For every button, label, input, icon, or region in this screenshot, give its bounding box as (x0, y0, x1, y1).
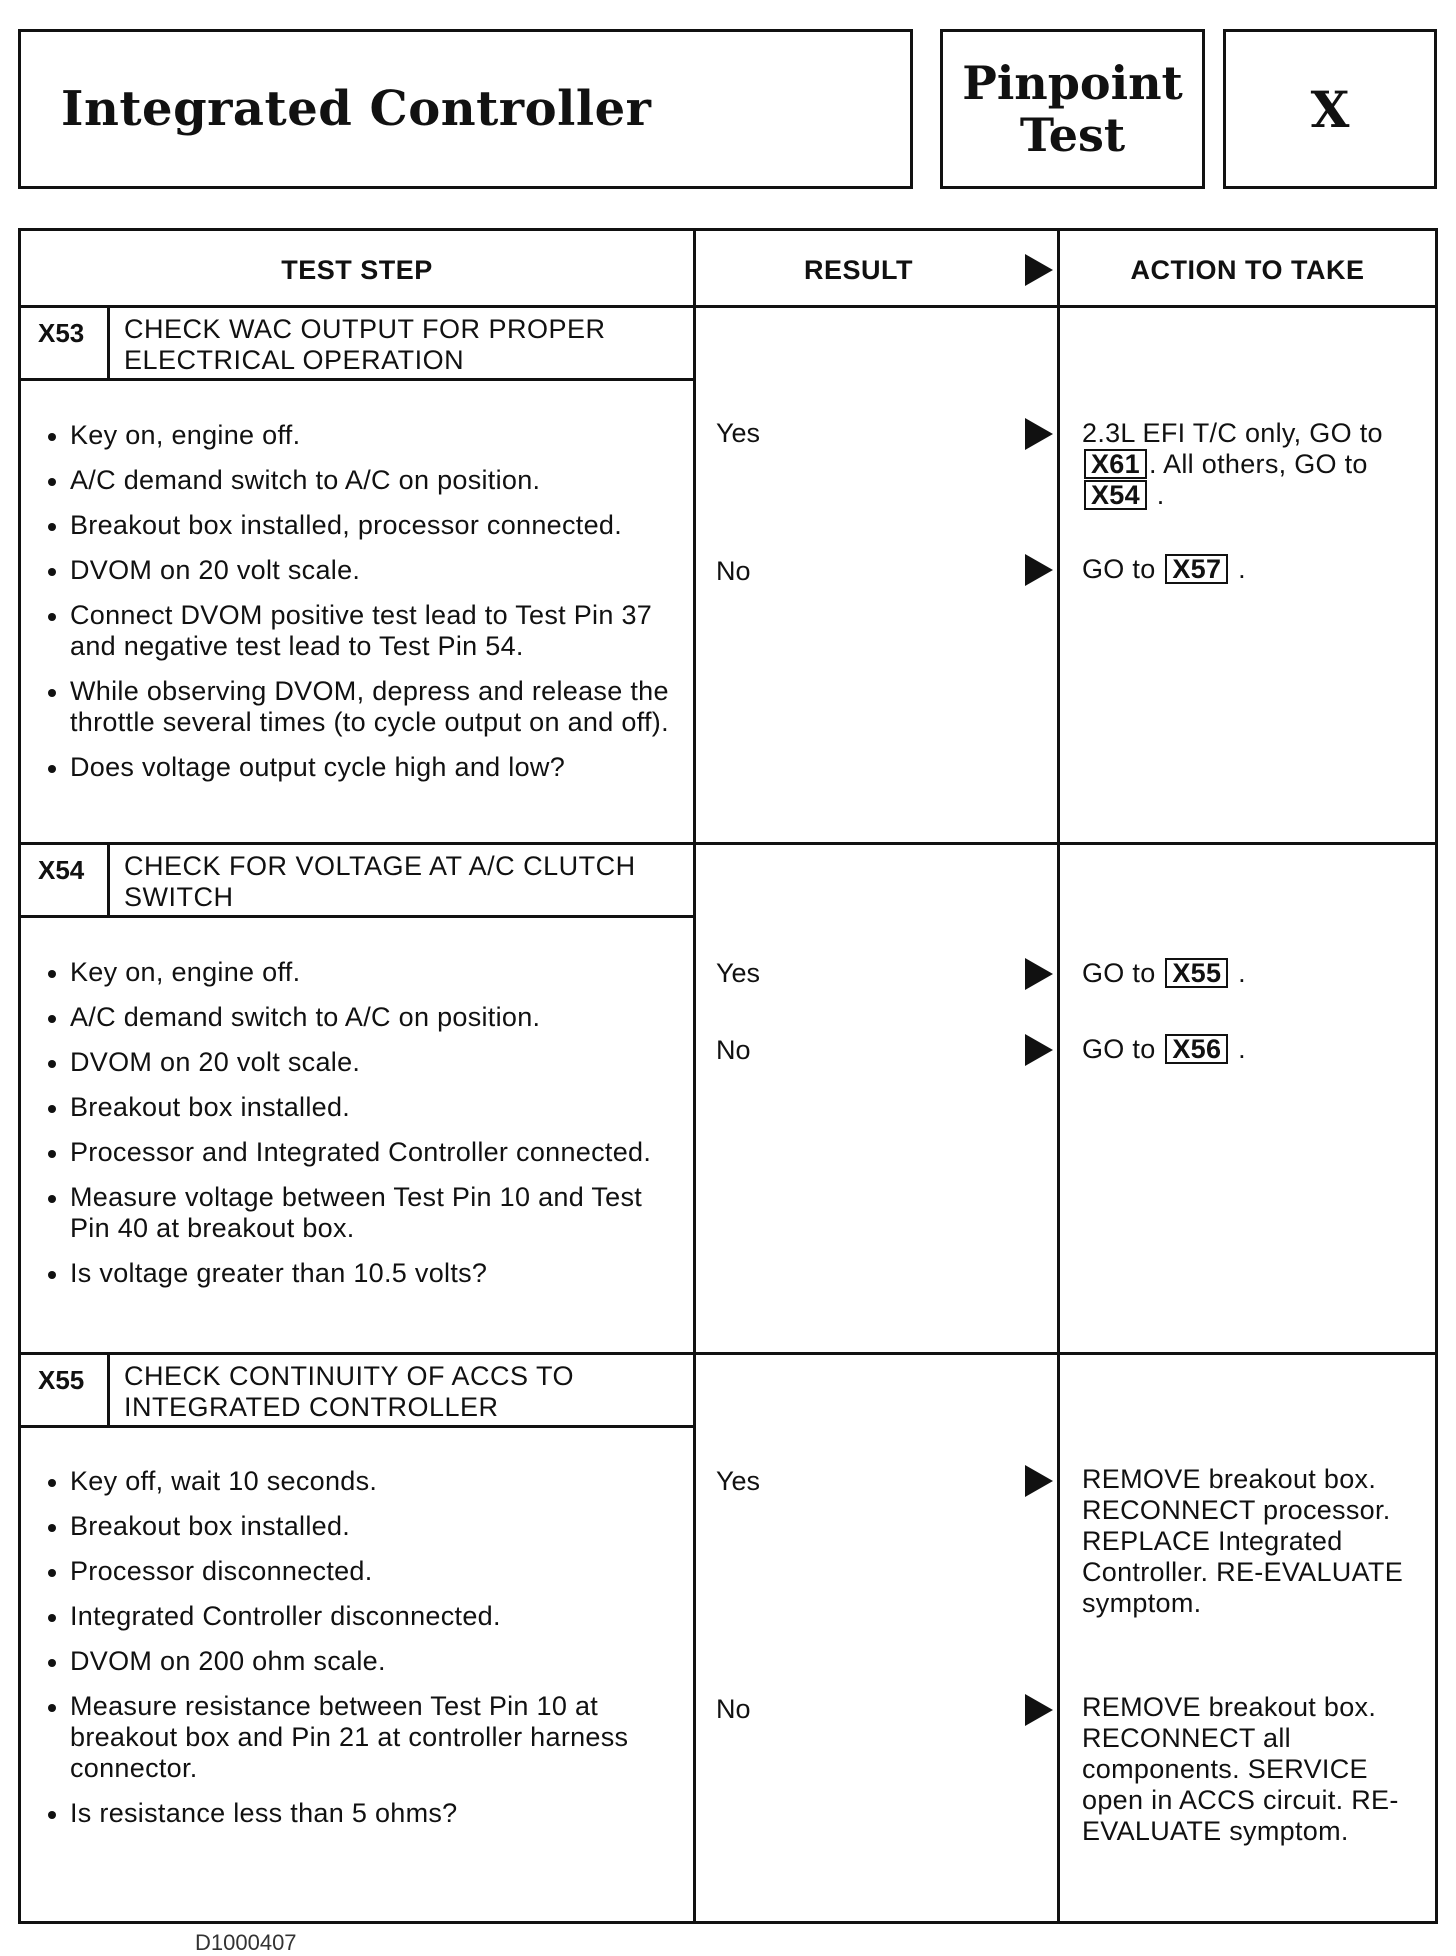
footer-code: D1000407 (195, 1930, 297, 1955)
result-arrow-icon (1025, 958, 1053, 990)
result-arrow-icon (1025, 554, 1053, 586)
result-arrow-icon (1025, 418, 1053, 450)
bullet-icon (48, 433, 56, 441)
step-reference: X54 (1084, 480, 1147, 510)
bullet-icon (48, 970, 56, 978)
bullet-icon (48, 1195, 56, 1203)
list-item: Breakout box installed. (40, 1511, 680, 1542)
list-item: Does voltage output cycle high and low? (40, 752, 680, 783)
pinpoint-label-1: Pinpoint (962, 56, 1183, 110)
bullet-icon (48, 1524, 56, 1532)
step-id-divider (107, 308, 110, 381)
bullet-icon (48, 1659, 56, 1667)
list-item: Key on, engine off. (40, 420, 680, 451)
list-item: Is resistance less than 5 ohms? (40, 1798, 680, 1829)
step-id-divider (107, 845, 110, 918)
result-arrow-icon (1025, 1465, 1053, 1497)
bullet-icon (48, 1614, 56, 1622)
step-id: X53 (38, 318, 85, 348)
list-item: Measure voltage between Test Pin 10 and Test Pin 40 at breakout box. (40, 1182, 680, 1244)
list-item: Integrated Controller disconnected. (40, 1601, 680, 1632)
section-letter-box (1223, 29, 1437, 189)
result-yes: Yes (716, 958, 761, 988)
step-title: CHECK WAC OUTPUT FOR PROPER ELECTRICAL OPERATION (124, 314, 606, 375)
col-divider-1 (693, 228, 696, 1924)
action-yes: REMOVE breakout box. RECONNECT processor. REPLACE Integrated Controller. RE-EVALUATE symptom. (1082, 1464, 1403, 1618)
list-item: Connect DVOM positive test lead to Test Pin 37 and negative test lead to Test Pin 54. (40, 600, 680, 662)
step-id: X54 (38, 855, 85, 885)
action-no: GO to X56 . (1082, 1034, 1246, 1064)
result-yes: Yes (716, 1466, 761, 1496)
bullet-icon (48, 1105, 56, 1113)
step-id-divider (107, 1355, 110, 1428)
step-reference: X56 (1165, 1034, 1228, 1064)
col-header-action: ACTION TO TAKE (1130, 254, 1365, 285)
col-divider-2 (1057, 228, 1060, 1924)
action-no: REMOVE breakout box. RECONNECT all components. SERVICE open in ACCS circuit. RE-EVALUATE symptom. (1082, 1692, 1399, 1846)
result-yes: Yes (716, 418, 761, 448)
step-bullets (40, 957, 680, 1303)
list-item: DVOM on 20 volt scale. (40, 555, 680, 586)
bullet-icon (48, 1569, 56, 1577)
col-header-result: RESULT (804, 254, 913, 285)
step-reference: X55 (1165, 958, 1228, 988)
list-item: Breakout box installed, processor connected. (40, 510, 680, 541)
result-arrow-icon (1025, 1694, 1053, 1726)
action-yes: GO to X55 . (1082, 958, 1246, 988)
step-title: CHECK FOR VOLTAGE AT A/C CLUTCH SWITCH (124, 851, 636, 912)
result-arrow-icon (1025, 1034, 1053, 1066)
page-title: Integrated Controller (61, 81, 652, 137)
result-no: No (716, 1035, 751, 1065)
list-item: While observing DVOM, depress and release the throttle several times (to cycle output on and off). (40, 676, 680, 738)
bullet-icon (48, 765, 56, 773)
bullet-icon (48, 1150, 56, 1158)
bullet-icon (48, 689, 56, 697)
bullet-icon (48, 568, 56, 576)
result-no: No (716, 556, 751, 586)
list-item: A/C demand switch to A/C on position. (40, 465, 680, 496)
bullet-icon (48, 1811, 56, 1819)
list-item: Key on, engine off. (40, 957, 680, 988)
list-item: Measure resistance between Test Pin 10 at breakout box and Pin 21 at controller harness connector. (40, 1691, 680, 1784)
col-header-test-step: TEST STEP (281, 254, 433, 285)
bullet-icon (48, 1271, 56, 1279)
step-reference: X57 (1165, 554, 1228, 584)
title-box (18, 29, 913, 189)
bullet-icon (48, 1015, 56, 1023)
bullet-icon (48, 1479, 56, 1487)
step-title: CHECK CONTINUITY OF ACCS TO INTEGRATED CONTROLLER (124, 1361, 575, 1422)
list-item: Is voltage greater than 10.5 volts? (40, 1258, 680, 1289)
step-bullets (40, 420, 680, 797)
list-item: A/C demand switch to A/C on position. (40, 1002, 680, 1033)
step-bullets (40, 1466, 680, 1843)
pinpoint-label-2: Test (1019, 108, 1126, 162)
step-reference: X61 (1084, 449, 1147, 479)
bullet-icon (48, 1704, 56, 1712)
action-no: GO to X57 . (1082, 554, 1246, 584)
bullet-icon (48, 478, 56, 486)
list-item: Breakout box installed. (40, 1092, 680, 1123)
pinpoint-box (940, 29, 1205, 189)
list-item: DVOM on 200 ohm scale. (40, 1646, 680, 1677)
bullet-icon (48, 613, 56, 621)
list-item: DVOM on 20 volt scale. (40, 1047, 680, 1078)
step-id: X55 (38, 1365, 85, 1395)
action-yes: 2.3L EFI T/C only, GO to X61 . All others, GO to X54 . (1082, 418, 1383, 510)
list-item: Processor disconnected. (40, 1556, 680, 1587)
bullet-icon (48, 1060, 56, 1068)
section-letter: X (1310, 79, 1350, 139)
bullet-icon (48, 523, 56, 531)
result-no: No (716, 1694, 751, 1724)
list-item: Key off, wait 10 seconds. (40, 1466, 680, 1497)
header-arrow-icon (1025, 254, 1053, 286)
list-item: Processor and Integrated Controller connected. (40, 1137, 680, 1168)
